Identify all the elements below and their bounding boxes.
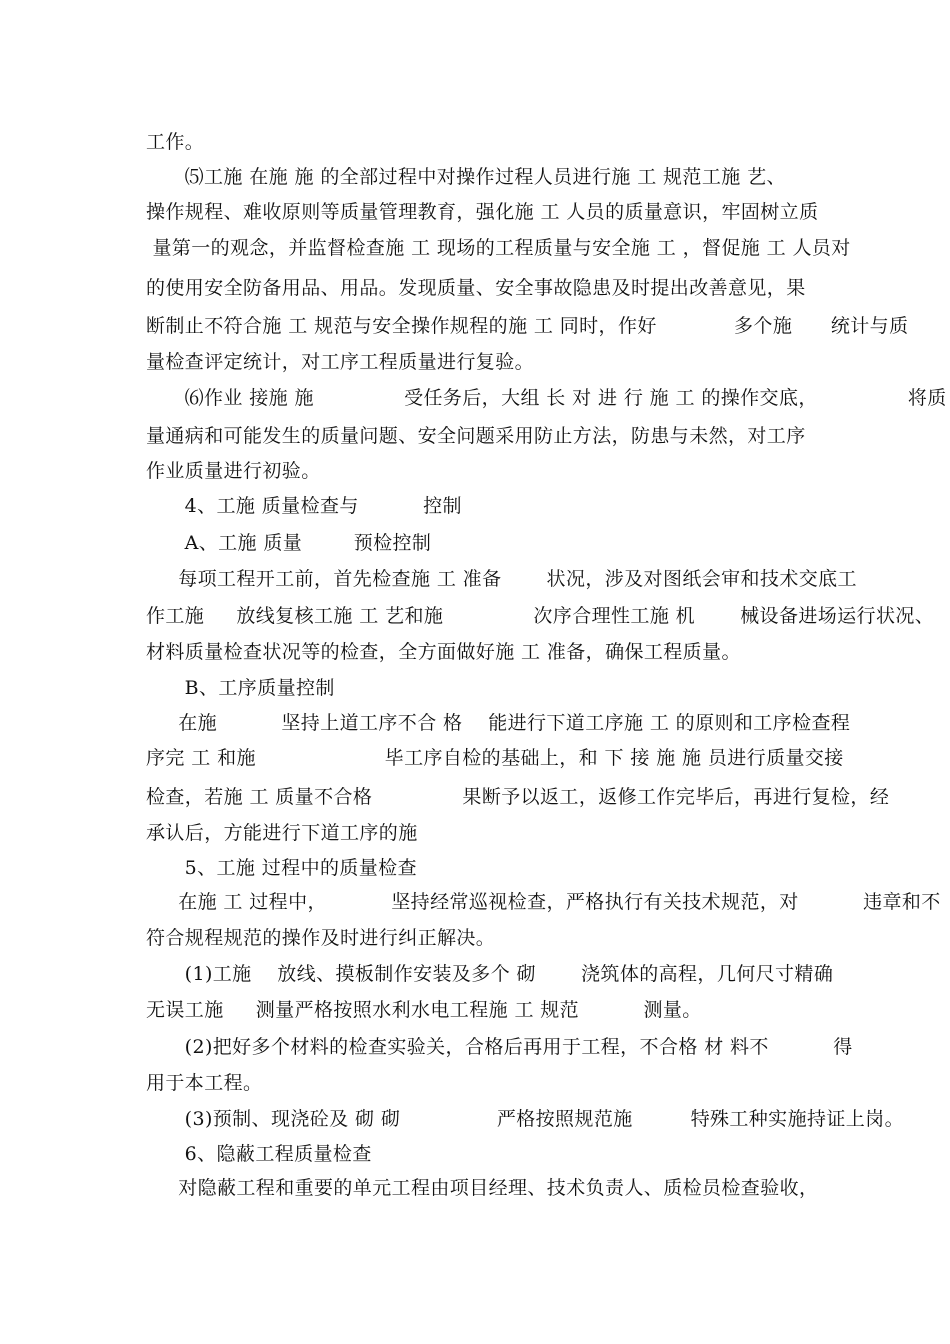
section-heading: 4、工施 质量检查与 控制 xyxy=(146,495,462,517)
text-line: 量检查评定统计，对工序工程质量进行复验。 xyxy=(146,351,535,373)
text-line: 量通病和可能发生的质量问题、安全问题采用防止方法，防患与未然，对工序 xyxy=(146,425,806,447)
text-line: 无误工施 测量严格按照水利水电工程施 工 规范 测量。 xyxy=(146,999,702,1021)
text-line: (3)预制、现浇砼及 砌 砌 严格按照规范施 特殊工种实施持证上岗。 xyxy=(146,1108,904,1130)
text-line: 的使用安全防备用品、用品。发现质量、安全事故隐患及时提出改善意见，果 xyxy=(146,277,806,299)
text-line: 在施 坚持上道工序不合 格 能进行下道工序施 工 的原则和工序检查程 xyxy=(146,712,851,734)
text-line: 材料质量检查状况等的检查，全方面做好施 工 准备，确保工程质量。 xyxy=(146,641,741,663)
text-line: ⑹作业 接施 施 受任务后，大组 长 对 进 行 施 工 的操作交底， 将质 xyxy=(146,387,947,409)
text-line: 序完 工 和施 毕工序自检的基础上，和 下 接 施 施 员进行质量交接 xyxy=(146,747,844,769)
text-line: 每项工程开工前，首先检查施 工 准备 状况，涉及对图纸会审和技术交底工 xyxy=(146,568,857,590)
text-line: 检查，若施 工 质量不合格 果断予以返工，返修工作完毕后，再进行复检，经 xyxy=(146,786,890,808)
text-line: 操作规程、难收原则等质量管理教育，强化施 工 人员的质量意识，牢固树立质 xyxy=(146,201,819,223)
text-line: (2)把好多个材料的检查实验关，合格后再用于工程，不合格 材 料不 得 xyxy=(146,1036,853,1058)
text-line: 对隐蔽工程和重要的单元工程由项目经理、技术负责人、质检员检查验收， xyxy=(146,1177,819,1199)
text-line: 工作。 xyxy=(146,131,205,153)
text-line: 承认后，方能进行下道工序的施 xyxy=(146,822,418,844)
text-line: (1)工施 放线、摸板制作安装及多个 砌 浇筑体的高程，几何尺寸精确 xyxy=(146,963,834,985)
section-heading: 6、隐蔽工程质量检查 xyxy=(146,1143,372,1165)
section-heading: 5、工施 过程中的质量检查 xyxy=(146,857,417,879)
text-line: 作业质量进行初验。 xyxy=(146,460,321,482)
subsection-heading: B、工序质量控制 xyxy=(146,677,335,699)
text-line: 作工施 放线复核工施 工 艺和施 次序合理性工施 机 械设备进场运行状况、 xyxy=(146,605,935,627)
text-line: 符合规程规范的操作及时进行纠正解决。 xyxy=(146,927,496,949)
text-line: 用于本工程。 xyxy=(146,1072,263,1094)
text-line: 断制止不符合施 工 规范与安全操作规程的施 工 同时，作好 多个施 统计与质 xyxy=(146,315,909,337)
subsection-heading: A、工施 质量 预检控制 xyxy=(146,532,432,554)
text-line: ⑸工施 在施 施 的全部过程中对操作过程人员进行施 工 规范工施 艺、 xyxy=(146,166,786,188)
text-line: 量第一的观念，并监督检查施 工 现场的工程质量与安全施 工 ，督促施 工 人员对 xyxy=(146,237,851,259)
text-line: 在施 工 过程中， 坚持经常巡视检查，严格执行有关技术规范，对 违章和不 xyxy=(146,891,941,913)
